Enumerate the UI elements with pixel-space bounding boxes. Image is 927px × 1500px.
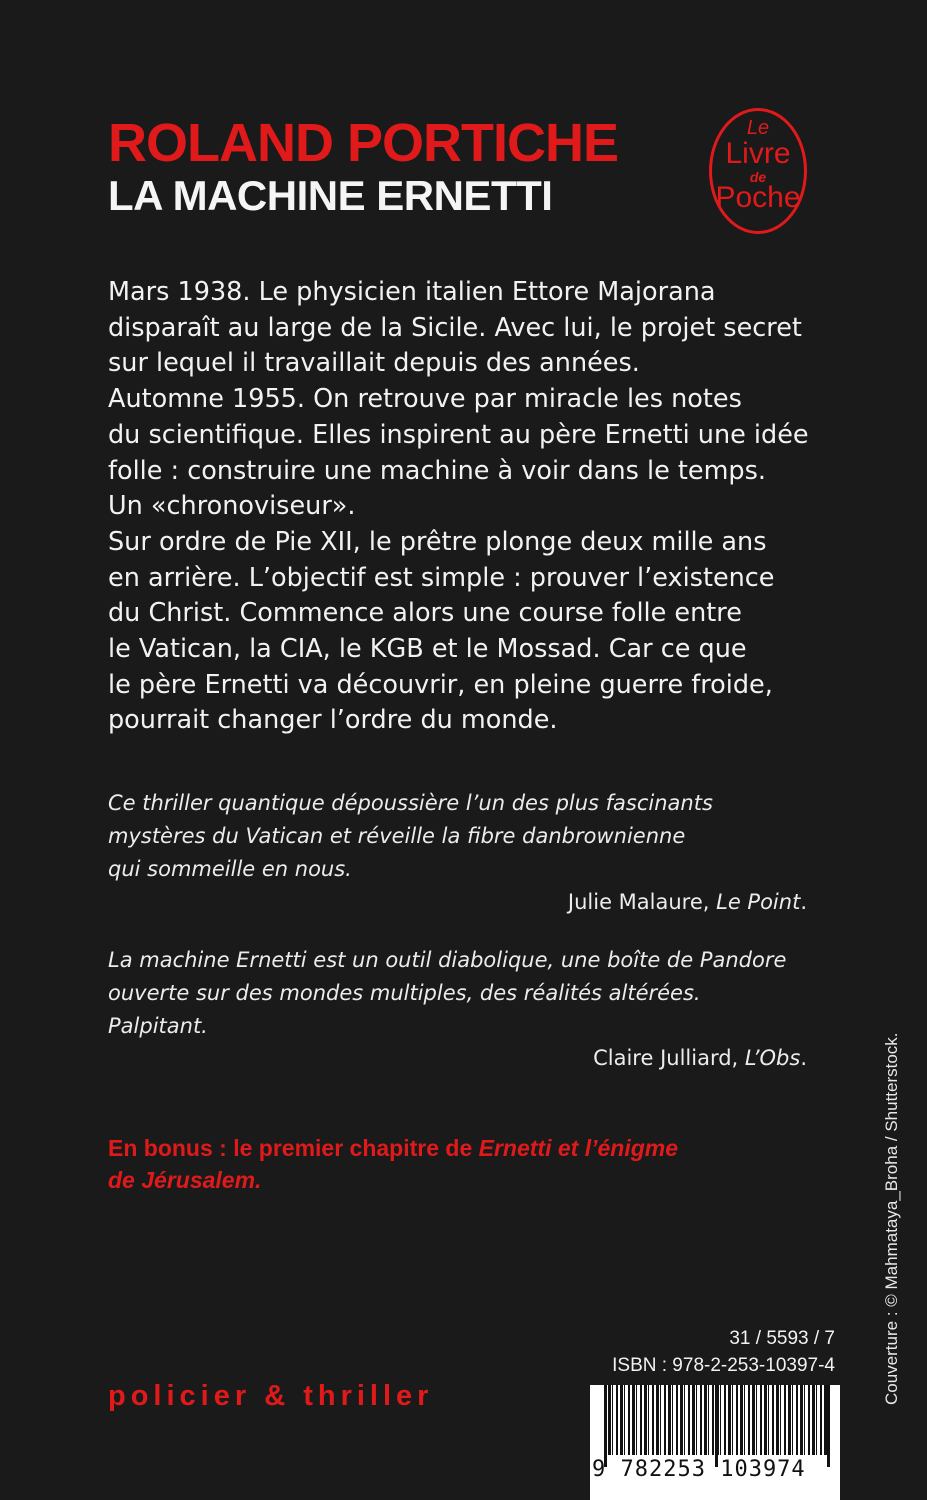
quote-line: Palpitant.	[108, 1014, 208, 1038]
logo-line-poche: Poche	[715, 181, 801, 214]
review-quote-1	[108, 787, 808, 886]
bonus-note	[108, 1132, 828, 1196]
bonus-book-title-cont: de Jérusalem	[108, 1167, 256, 1193]
bonus-end: .	[255, 1167, 262, 1193]
blurb-line: du Christ. Commence alors une course folle entre	[108, 598, 742, 629]
book-title: LA MACHINE ERNETTI	[108, 172, 553, 219]
review-end: .	[800, 890, 807, 914]
barcode-guard-right	[827, 1385, 830, 1467]
bonus-line-1	[108, 1132, 828, 1164]
bonus-line-2	[108, 1164, 828, 1196]
collection-label: policier & thriller	[108, 1380, 434, 1412]
barcode-guard-left	[604, 1385, 607, 1467]
review-source: L’Obs	[744, 1046, 801, 1070]
logo-line-de: de	[749, 169, 767, 185]
blurb-line: sur lequel il travaillait depuis des années.	[108, 348, 640, 379]
bonus-prefix: En bonus : le premier chapitre de	[108, 1135, 479, 1161]
blurb-line: pourrait changer l’ordre du monde.	[108, 705, 558, 736]
quote-line: ouverte sur des mondes multiples, des réalités altérées.	[108, 981, 701, 1005]
logo-line-le: Le	[746, 117, 770, 139]
blurb-line: Automne 1955. On retrouve par miracle les notes	[108, 384, 742, 415]
blurb-line: Mars 1938. Le physicien italien Ettore Majorana	[108, 277, 716, 307]
blurb-line: en arrière. L’objectif est simple : prouver l’existence	[108, 562, 775, 593]
review-end: .	[800, 1046, 807, 1070]
review-source: Le Point	[716, 890, 801, 914]
blurb	[108, 275, 828, 739]
logo-line-livre: Livre	[725, 137, 791, 170]
quote-line: mystères du Vatican et réveille la fibre danbrownienne	[108, 824, 686, 848]
bonus-book-title: Ernetti et l’énigme	[478, 1135, 679, 1161]
barcode	[590, 1385, 840, 1500]
review-attribution-1	[568, 886, 807, 919]
blurb-line: Un «chronoviseur».	[108, 491, 356, 522]
catalog-codes	[612, 1325, 835, 1379]
barcode-guard-center	[715, 1385, 718, 1467]
isbn: ISBN : 978-2-253-10397-4	[612, 1355, 835, 1376]
blurb-line: le père Ernetti va découvrir, en pleine guerre froide,	[108, 669, 773, 700]
quote-line: La machine Ernetti est un outil diabolique, une boîte de Pandore	[108, 948, 787, 972]
review-quote-2	[108, 944, 808, 1043]
blurb-line: disparaît au large de la Sicile. Avec lui, le projet secret	[108, 312, 802, 343]
review-attribution-2	[593, 1042, 807, 1075]
blurb-line: folle : construire une machine à voir dans le temps.	[108, 455, 767, 486]
blurb-line: du scientifique. Elles inspirent au père Ernetti une idée	[108, 419, 809, 450]
reviewer-name: Julie Malaure,	[567, 890, 717, 914]
barcode-digits: 9 782253 103974	[592, 1457, 806, 1482]
quote-line: Ce thriller quantique dépoussière l’un des plus fascinants	[108, 791, 713, 815]
reviewer-name: Claire Julliard,	[593, 1046, 745, 1070]
blurb-line: le Vatican, la CIA, le KGB et le Mossad. Car ce que	[108, 634, 747, 665]
cover-credit: Couverture : © Mahmataya_Broha / Shutterstock.	[882, 1032, 901, 1405]
quote-line: qui sommeille en nous.	[108, 857, 352, 881]
reference-number: 31 / 5593 / 7	[729, 1328, 835, 1349]
author-name: ROLAND PORTICHE	[108, 113, 618, 173]
blurb-line: Sur ordre de Pie XII, le prêtre plonge deux mille ans	[108, 526, 767, 557]
publisher-logo	[709, 108, 807, 234]
